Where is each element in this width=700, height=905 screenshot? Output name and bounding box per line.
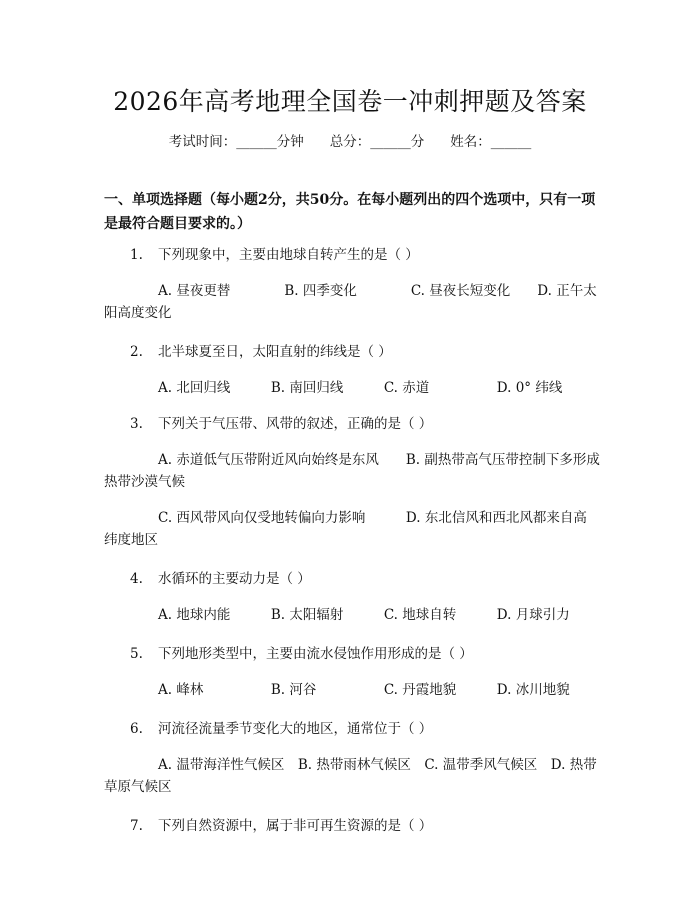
question-stem: 2. 北半球夏至日，太阳直射的纬线是（ ） xyxy=(130,344,392,360)
question-stem: 5. 下列地形类型中，主要由流水侵蚀作用形成的是（ ） xyxy=(130,646,473,662)
exam-meta-row xyxy=(0,130,700,150)
question-options: A. 北回归线 B. 南回归线 C. 赤道 D. 0° 纬线 xyxy=(158,380,563,396)
question-options: A. 峰林 B. 河谷 C. 丹霞地貌 D. 冰川地貌 xyxy=(158,682,570,698)
question-options: A. 赤道低气压带附近风向始终是东风 B. 副热带高气压带控制下多形成热带沙漠气候 xyxy=(104,452,600,490)
question-options: A. 昼夜更替 B. 四季变化 C. 昼夜长短变化 D. 正午太阳高度变化 xyxy=(104,283,597,321)
question-stem: 1. 下列现象中，主要由地球自转产生的是（ ） xyxy=(130,247,419,263)
question-options: A. 温带海洋性气候区 B. 热带雨林气候区 C. 温带季风气候区 D. 热带草原气候区 xyxy=(104,757,597,795)
question-stem: 6. 河流径流量季节变化大的地区，通常位于（ ） xyxy=(130,721,433,737)
question-stem: 4. 水循环的主要动力是（ ） xyxy=(130,571,311,587)
question-options: A. 地球内能 B. 太阳辐射 C. 地球自转 D. 月球引力 xyxy=(158,607,570,623)
section-heading: 一、单项选择题（每小题2分，共50分。在每小题列出的四个选项中，只有一项是最符合题目要求的。） xyxy=(104,192,596,232)
page-title: 2026年高考地理全国卷一冲刺押题及答案 xyxy=(113,87,587,116)
question-stem: 7. 下列自然资源中，属于非可再生资源的是（ ） xyxy=(130,818,433,834)
question-options: C. 西风带风向仅受地转偏向力影响 D. 东北信风和西北风都来自高纬度地区 xyxy=(104,510,587,548)
student-name-field: 姓名：______ xyxy=(450,134,532,150)
question-stem: 3. 下列关于气压带、风带的叙述，正确的是（ ） xyxy=(130,416,433,432)
question-list xyxy=(104,244,600,837)
total-score-field: 总分：______分 xyxy=(329,134,425,150)
exam-time-field: 考试时间：______分钟 xyxy=(168,134,304,150)
